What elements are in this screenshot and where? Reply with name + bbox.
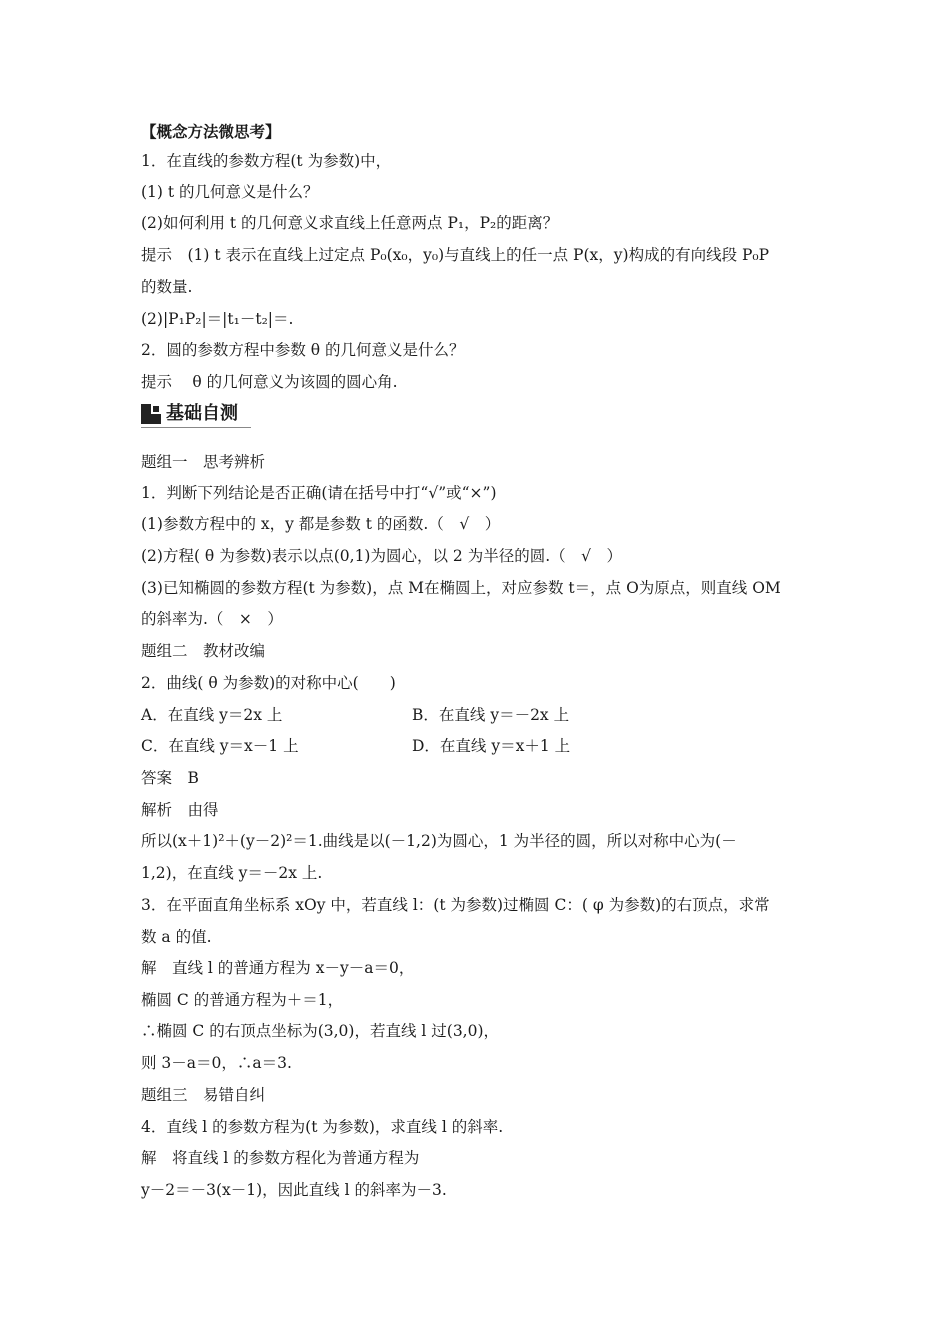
concept-question-1: 1．在直线的参数方程(t 为参数)中， [141, 152, 392, 170]
group1-question-1: 1．判断下列结论是否正确(请在括号中打“√”或“×”) [141, 484, 497, 502]
concept-hint-1c: (2)|P₁P₂|＝|t₁－t₂|＝. [141, 310, 294, 328]
section-title: 基础自测 [166, 403, 238, 424]
group1-statement-1: (1)参数方程中的 x，y 都是参数 t 的函数.（ √ ） [141, 515, 501, 533]
concept-hint-2: 提示 θ 的几何意义为该圆的圆心角. [141, 373, 398, 391]
group2-question-3a: 3．在平面直角坐标系 xOy 中，若直线 l：(t 为参数)过椭圆 C：( φ 为参数)的右顶点，求常 [141, 896, 770, 914]
solution-4-line-2: y－2＝－3(x－1)，因此直线 l 的斜率为－3. [141, 1181, 447, 1199]
group2-question-3b: 数 a 的值. [141, 928, 212, 946]
concept-title: 【概念方法微思考】 [141, 122, 281, 141]
option-d: D．在直线 y＝x＋1 上 [412, 737, 571, 755]
solution-4-line-1: 解 将直线 l 的参数方程化为普通方程为 [141, 1149, 420, 1167]
solution-3-line-1: 解 直线 l 的普通方程为 x－y－a＝0， [141, 959, 415, 977]
group3-title: 题组三 易错自纠 [141, 1086, 266, 1104]
group3-question-4: 4．直线 l 的参数方程为(t 为参数)，求直线 l 的斜率. [141, 1118, 504, 1136]
concept-hint-1b: 的数量. [141, 278, 193, 296]
analysis-line-2b: 1,2)，在直线 y＝－2x 上. [141, 864, 323, 882]
section-header [141, 402, 251, 428]
group2-question-2: 2．曲线( θ 为参数)的对称中心( ) [141, 674, 396, 692]
option-b: B．在直线 y＝－2x 上 [412, 706, 570, 724]
section-underline [141, 427, 251, 428]
group2-title: 题组二 教材改编 [141, 642, 266, 660]
group1-statement-2: (2)方程( θ 为参数)表示以点(0,1)为圆心，以 2 为半径的圆.（ √ ） [141, 547, 623, 565]
concept-question-1-2: (2)如何利用 t 的几何意义求直线上任意两点 P₁，P₂的距离？ [141, 214, 559, 232]
analysis: 解析 由得 [141, 801, 219, 819]
solution-3-line-2: 椭圆 C 的普通方程为＋＝1， [141, 991, 344, 1009]
solution-3-line-3: ∴椭圆 C 的右顶点坐标为(3,0)，若直线 l 过(3,0)， [141, 1022, 500, 1040]
concept-hint-1a: 提示 (1) t 表示在直线上过定点 P₀(x₀，y₀)与直线上的任一点 P(x，y)构成的有向线段 P₀P [141, 246, 770, 264]
option-a: A．在直线 y＝2x 上 [141, 706, 283, 724]
answer: 答案 B [141, 769, 199, 787]
group1-title: 题组一 思考辨析 [141, 453, 266, 471]
concept-question-1-1: (1) t 的几何意义是什么？ [141, 183, 319, 201]
group1-statement-3b: 的斜率为.（ × ） [141, 610, 283, 628]
solution-3-line-4: 则 3－a＝0，∴a＝3. [141, 1054, 292, 1072]
option-c: C．在直线 y＝x－1 上 [141, 737, 299, 755]
concept-question-2: 2．圆的参数方程中参数 θ 的几何意义是什么？ [141, 341, 465, 359]
analysis-line-2a: 所以(x＋1)²＋(y－2)²＝1.曲线是以(－1,2)为圆心，1 为半径的圆，所以对称中心为(－ [141, 832, 737, 850]
group1-statement-3a: (3)已知椭圆的参数方程(t 为参数)，点 M在椭圆上，对应参数 t＝，点 O为原点，则直线 OM [141, 579, 781, 597]
